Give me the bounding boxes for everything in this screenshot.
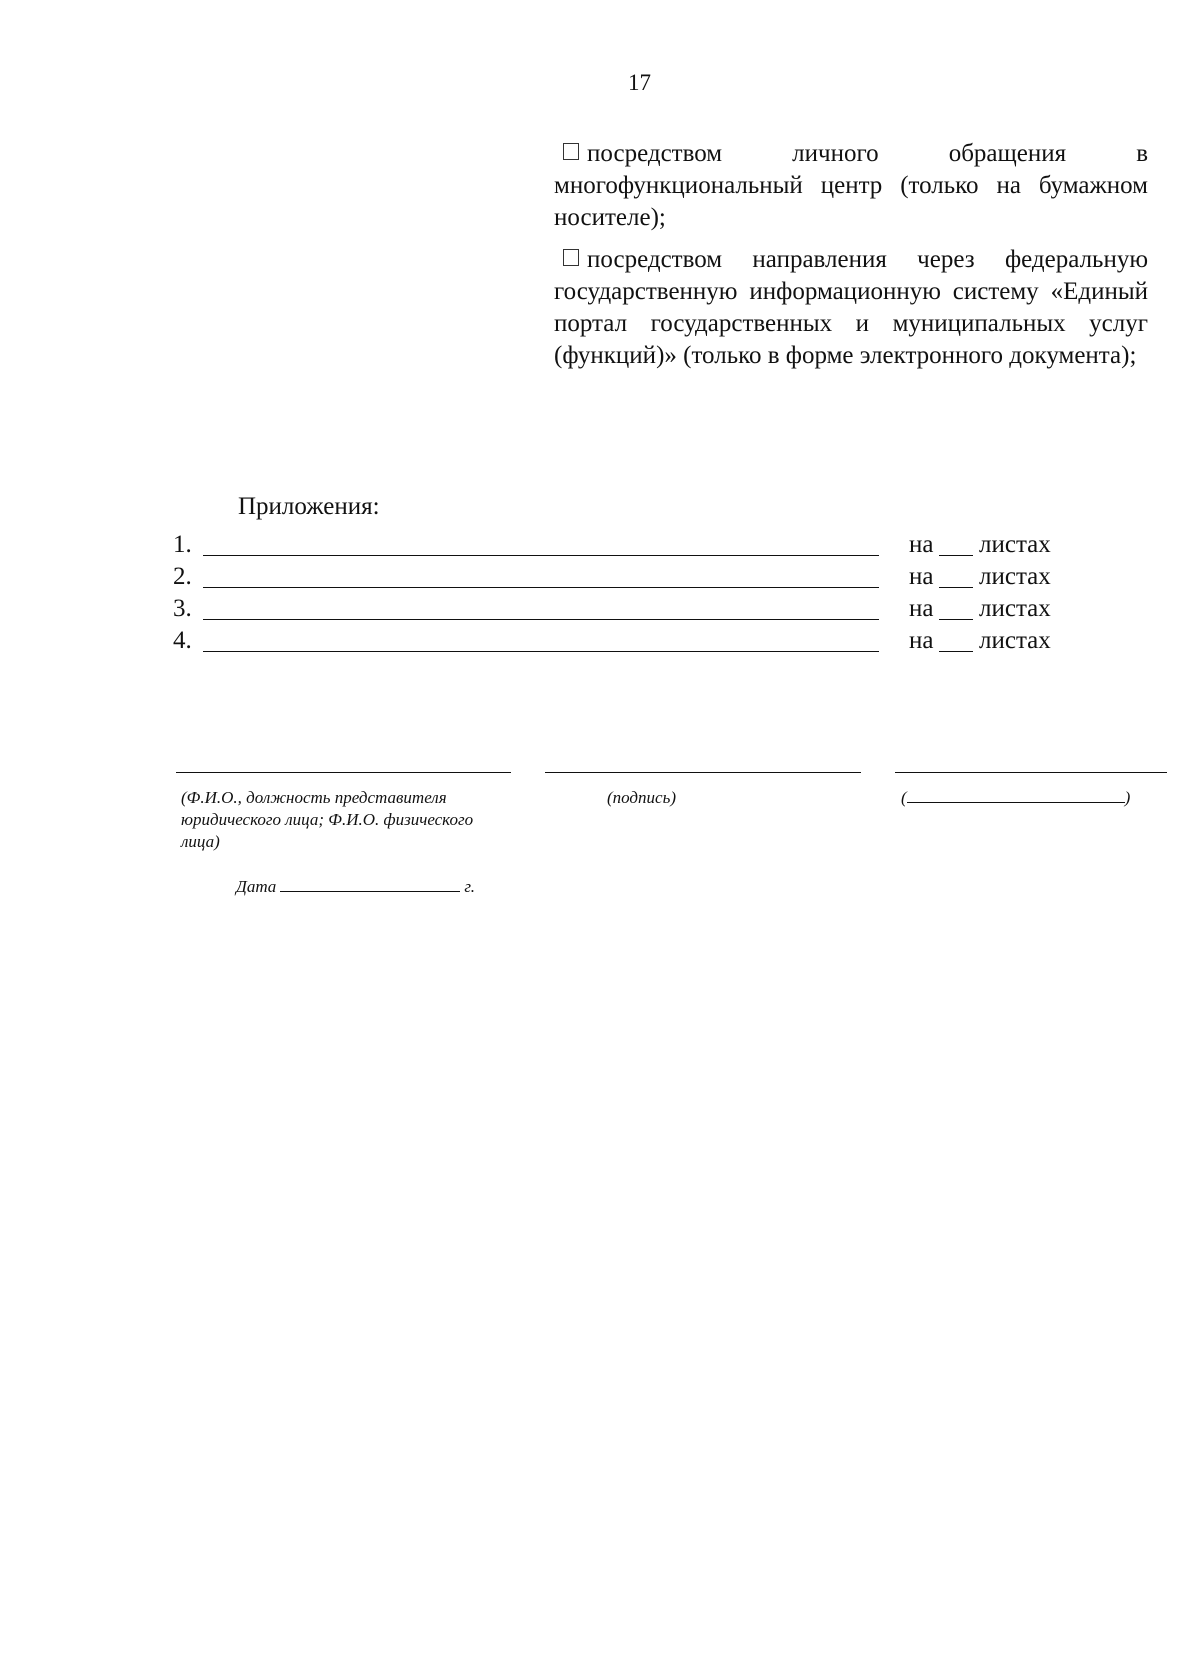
- paren-close: ): [1124, 788, 1131, 807]
- checkbox-mfc[interactable]: [563, 143, 579, 160]
- attachment-sheets-field[interactable]: [939, 619, 973, 620]
- attachment-sheets-field[interactable]: [939, 555, 973, 556]
- date-field[interactable]: [280, 877, 460, 892]
- attachment-number: 2.: [173, 563, 192, 590]
- submission-options: [554, 138, 1148, 382]
- checkbox-portal[interactable]: [563, 249, 579, 266]
- date-row: [236, 876, 475, 898]
- attachment-row-3: [173, 593, 1073, 625]
- attachments-title: Приложения:: [238, 493, 380, 520]
- attachment-row-2: [173, 561, 1073, 593]
- name-caption: (Ф.И.О., должность представителя юридического лица; Ф.И.О. физического лица): [181, 788, 474, 851]
- attachment-number: 4.: [173, 627, 192, 654]
- date-label: Дата: [236, 877, 277, 896]
- signature-caption: (подпись): [607, 788, 676, 807]
- name-signature-line[interactable]: [176, 772, 511, 773]
- attachment-sheets-label: листах: [979, 531, 1051, 558]
- attachment-number: 3.: [173, 595, 192, 622]
- attachment-sheets-label: листах: [979, 627, 1051, 654]
- paren-open: (: [901, 788, 907, 807]
- initials-field[interactable]: [907, 788, 1125, 803]
- attachment-row-4: [173, 625, 1073, 657]
- attachment-number: 1.: [173, 531, 192, 558]
- attachment-sheets-field[interactable]: [939, 587, 973, 588]
- attachment-name-field[interactable]: [203, 651, 879, 652]
- attachment-name-field[interactable]: [203, 555, 879, 556]
- attachment-name-field[interactable]: [203, 587, 879, 588]
- option-mfc-text: посредством личного обращения в многофункциональный центр (только на бумажном носителе);: [554, 140, 1148, 231]
- attachment-na-label: на: [909, 595, 934, 622]
- attachment-na-label: на: [909, 531, 934, 558]
- date-suffix: г.: [464, 877, 475, 896]
- attachment-sheets-label: листах: [979, 595, 1051, 622]
- option-portal: [554, 244, 1148, 372]
- attachment-na-label: на: [909, 563, 934, 590]
- attachment-na-label: на: [909, 627, 934, 654]
- signature-line[interactable]: [545, 772, 861, 773]
- option-mfc: [554, 138, 1148, 234]
- page-number: 17: [628, 70, 651, 95]
- attachment-sheets-label: листах: [979, 563, 1051, 590]
- option-portal-text: посредством направления через федеральную государственную информационную систему «Единый портал государственных и муниципальных услуг (функций)» (только в форме электронного документа);: [554, 246, 1148, 369]
- attachment-name-field[interactable]: [203, 619, 879, 620]
- attachment-sheets-field[interactable]: [939, 651, 973, 652]
- initials-signature-line[interactable]: [895, 772, 1167, 773]
- initials-caption: [901, 787, 1130, 809]
- attachment-row-1: [173, 529, 1073, 561]
